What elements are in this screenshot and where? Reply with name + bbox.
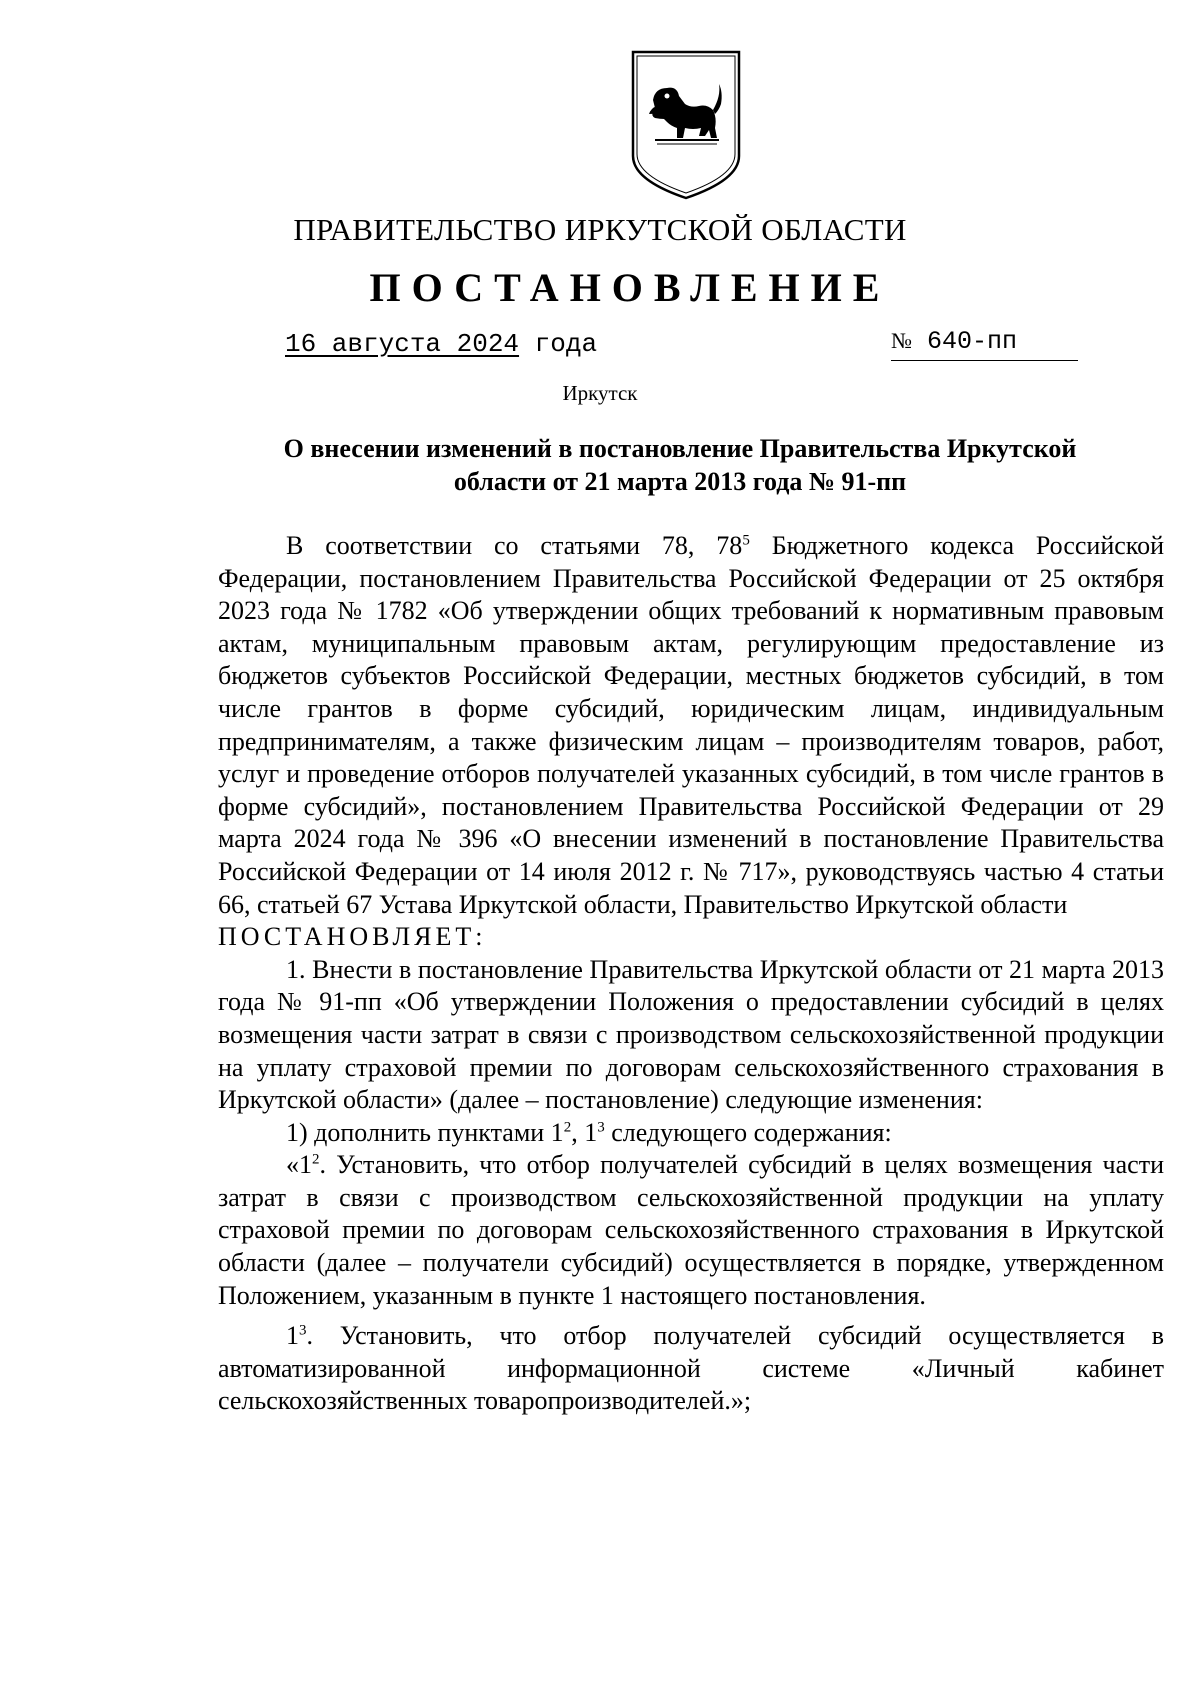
document-type: ПОСТАНОВЛЕНИЕ	[369, 265, 891, 310]
document-body	[218, 530, 1164, 1418]
number-value: 640-пп	[927, 327, 1018, 356]
number-sign: №	[891, 328, 912, 353]
document-number	[891, 327, 1078, 361]
date-suffix: года	[534, 329, 598, 359]
city: Иркутск	[562, 381, 638, 405]
resolves-heading: ПОСТАНОВЛЯЕТ:	[218, 922, 487, 952]
subject-line: О внесении изменений в постановление Правительства Иркутской	[283, 434, 1077, 463]
item-1-paragraph: 1. Внести в постановление Правительства Иркутской области от 21 марта 2013 года № 91-пп «Об утверждении Положения о предоставлении субсидий в целях возмещения части затрат в связи с производством сельскохозяйственной продукции на уплату страховой премии по договорам сельскохозяйственного страхования в Иркутской области» (далее – постановление) следующие изменения:	[218, 954, 1164, 1115]
subitem-1-paragraph: 1) дополнить пунктами $1^2$, $1^3$ следующего содержания:	[286, 1117, 892, 1147]
subject-line: области от 21 марта 2013 года № 91-пп	[453, 467, 907, 496]
irkutsk-region-coat-of-arms-icon	[627, 48, 745, 201]
preamble-paragraph: В соответствии со статьями 78, $78^5$ Бюджетного кодекса Российской Федерации, постановлением Правительства Российской Федерации от 25 октября 2023 года № 1782 «Об утверждении общих требований к нормативным правовым актам, муниципальным правовым актам, регулирующим предоставление из бюджетов субъектов Российской Федерации, местных бюджетов субсидий, в том числе грантов в форме субсидий, юридическим лицам, индивидуальным предпринимателям, а также физическим лицам – производителям товаров, работ, услуг и проведение отборов получателей указанных субсидий, в том числе грантов в форме субсидий», постановлением Правительства Российской Федерации от 29 марта 2024 года № 396 «О внесении изменений в постановление Правительства Российской Федерации от 14 июля 2012 г. № 717», руководствуясь частью 4 статьи 66, статьей 67 Устава Иркутской области, Правительство Иркутской области	[218, 531, 1164, 919]
date-value: 16 августа 2024	[285, 329, 520, 359]
document-subject	[240, 432, 1120, 498]
government-name: ПРАВИТЕЛЬСТВО ИРКУТСКОЙ ОБЛАСТИ	[293, 212, 907, 247]
document-date	[285, 329, 597, 359]
point-1-3-paragraph: $1^3$. Установить, что отбор получателей субсидий осуществляется в автоматизированной информационной системе «Личный кабинет сельскохозяйственных товаропроизводителей.»;	[218, 1321, 1164, 1416]
point-1-2-paragraph: «$1^2$. Установить, что отбор получателей субсидий в целях возмещения части затрат в связи с производством сельскохозяйственной продукции на уплату страховой премии по договорам сельскохозяйственного страхования в Иркутской области (далее – получатели субсидий) осуществляется в порядке, утвержденном Положением, указанным в пункте 1 настоящего постановления.	[218, 1150, 1164, 1310]
